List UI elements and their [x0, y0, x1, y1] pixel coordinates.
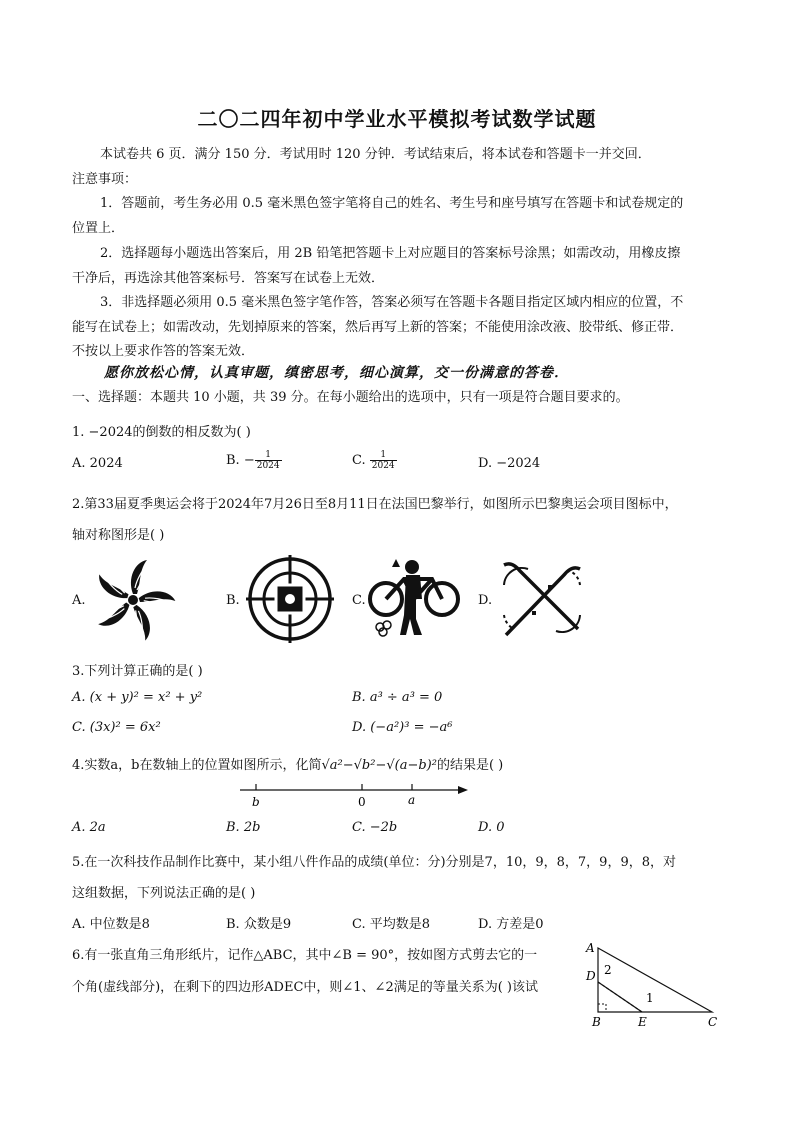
- q1-option-b: B. − $\frac{1}{2024}$: [226, 450, 280, 471]
- q2-stem-line-2: 轴对称图形是( ): [72, 528, 165, 543]
- q5-stem-line-1: 5.在一次科技作品制作比赛中，某小组八件作品的成绩(单位：分)分别是7，10，9，8，7，9，9，8，对: [72, 855, 676, 870]
- note-2-line-2: 干净后，再选涂其他答案标号．答案写在试卷上无效．: [72, 271, 385, 286]
- q5-stem-line-2: 这组数据，下列说法正确的是( ): [72, 886, 256, 901]
- number-line: [236, 778, 472, 812]
- axis-label-0: 0: [358, 795, 366, 809]
- note-3-line-3: 不按以上要求作答的答案无效．: [72, 344, 255, 359]
- notice-heading: 注意事项：: [72, 172, 138, 187]
- section-heading: 一、选择题：本题共 10 小题，共 39 分。在每小题给出的选项中，只有一项是符合题目要求的。: [72, 390, 629, 405]
- q4-radical-2: −√b²: [342, 758, 376, 773]
- q3-option-d: D. (−a²)³ = −a⁶: [352, 720, 453, 735]
- q2-option-c-label: C.: [352, 593, 366, 608]
- q4-option-b: B. 2b: [226, 820, 261, 835]
- motto: 愿你放松心情，认真审题，缜密思考，细心演算，交一份满意的答卷．: [104, 365, 569, 381]
- note-1-line-1: 1．答题前，考生务必用 0.5 毫米黑色签字笔将自己的姓名、考生号和座号填写在答题卡和试卷规定的: [100, 196, 684, 211]
- note-1-line-2: 位置上．: [72, 221, 125, 236]
- note-3-line-1: 3．非选择题必须用 0.5 毫米黑色签字笔作答，答案必须写在答题卡各题目指定区域内相应的位置，不: [100, 295, 684, 310]
- axis-label-a: a: [408, 793, 416, 807]
- angle-2-label: 2: [604, 963, 612, 977]
- q4-option-c: C. −2b: [352, 820, 398, 835]
- q3-option-b: B. a³ ÷ a³ = 0: [352, 690, 443, 705]
- q3-option-a: A. (x + y)² = x² + y²: [72, 690, 203, 705]
- q1-stem: 1. −2024的倒数的相反数为( ): [72, 425, 251, 440]
- q6-stem-line-2: 个角(虚线部分)，在剩下的四边形ADEC中，则∠1、∠2满足的等量关系为( )该试: [72, 980, 538, 995]
- target-icon: [244, 553, 336, 645]
- q4-radical-1: √a²: [321, 758, 343, 773]
- vertex-b-label: B: [592, 1015, 601, 1029]
- q2-option-b-label: B.: [226, 593, 240, 608]
- page-title: 二〇二四年初中学业水平模拟考试数学试题: [197, 107, 597, 131]
- q1-option-a: A. 2024: [72, 456, 123, 471]
- axis-label-b: b: [252, 795, 260, 809]
- note-2-line-1: 2．选择题每小题选出答案后，用 2B 铅笔把答题卡上对应题目的答案标号涂黑；如需改动，用橡皮擦: [100, 246, 681, 261]
- q4-option-d: D. 0: [478, 820, 505, 835]
- intro-text: 本试卷共 6 页．满分 150 分．考试用时 120 分钟．考试结束后，将本试卷和答题卡一并交回．: [100, 147, 651, 162]
- q4-option-a: A. 2a: [72, 820, 106, 835]
- vertex-a-label: A: [586, 941, 595, 955]
- q4-stem: 4.实数a，b在数轴上的位置如图所示，化简√a²−√b²−√(a−b)²的结果是( ): [72, 758, 504, 773]
- angle-1-label: 1: [646, 991, 654, 1005]
- q5-option-a: A. 中位数是8: [72, 917, 150, 932]
- vertex-e-label: E: [638, 1015, 647, 1029]
- q2-option-d-label: D.: [478, 593, 493, 608]
- q2-option-a-label: A.: [72, 593, 86, 608]
- triangle-figure: [580, 938, 730, 1030]
- q5-option-b: B. 众数是9: [226, 917, 292, 932]
- vertex-c-label: C: [708, 1015, 718, 1029]
- q1-option-d: D. −2024: [478, 456, 541, 471]
- q2-stem-line-1: 2.第33届夏季奥运会将于2024年7月26日至8月11日在法国巴黎举行，如图所示巴黎奥运会项目图标中，: [72, 497, 678, 512]
- q3-stem: 3.下列计算正确的是( ): [72, 664, 203, 679]
- q5-option-c: C. 平均数是8: [352, 917, 431, 932]
- q6-stem-line-1: 6.有一张直角三角形纸片，记作△ABC，其中∠B = 90°，按如图方式剪去它的一: [72, 948, 538, 963]
- q4-radical-3: −√(a−b)²: [375, 758, 437, 773]
- pinwheel-icon: [88, 555, 178, 645]
- q5-option-d: D. 方差是0: [478, 917, 544, 932]
- vertex-d-label: D: [586, 969, 596, 983]
- q1-option-c: C. $\frac{1}{2024}$: [352, 450, 395, 471]
- note-3-line-2: 能写在试卷上；如需改动，先划掉原来的答案，然后再写上新的答案；不能使用涂改液、胶带纸、修正带．: [72, 320, 684, 335]
- cyclist-icon: [366, 555, 462, 641]
- q3-option-c: C. (3x)² = 6x²: [72, 720, 161, 735]
- hockey-stick-icon: [494, 555, 590, 645]
